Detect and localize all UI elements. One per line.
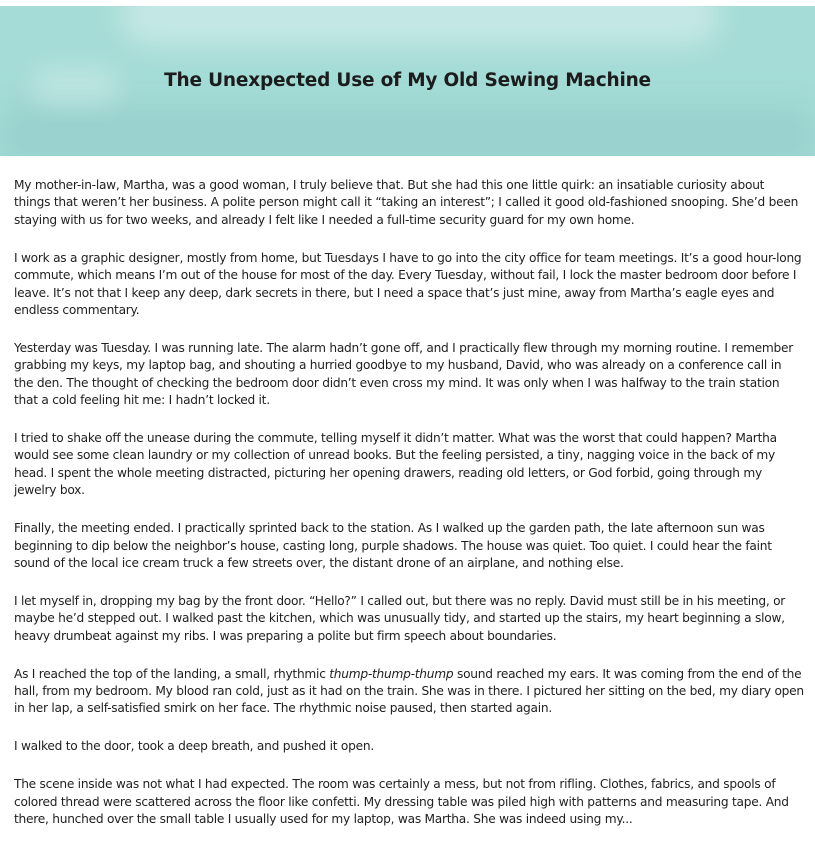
paragraph-9: The scene inside was not what I had expected. The room was certainly a mess, but not from rifling. Clothes, fabrics, and spools of colored thread were scattered across the floor like confetti. My dressing table was piled high with patterns and measuring tape. And there, hunched over the small table I usually used for my laptop, was Martha. She was indeed using my... — [14, 777, 789, 826]
paragraph-7-end: sound reached my ears. It was coming from the end of the hall, from my bedroom. My blood ran cold, just as it had on the train. She was in there. I pictured her sitting on the bed, my diary open in her lap, a self-satisfied smirk on her face. The rhythmic noise paused, then started again. — [14, 666, 804, 716]
paragraph-7-start: As I reached the top of the landing, a small, rhythmic — [14, 666, 330, 681]
paragraph-8: I walked to the door, took a deep breath, and pushed it open. — [14, 739, 374, 754]
paragraph-4: I tried to shake off the unease during the commute, telling myself it didn’t matter. What was the worst that could happen? Martha would see some clean laundry or my collection of unread books. But the feeling persisted, a tiny, nagging voice in the back of my head. I spent the whole meeting distracted, picturing her opening drawers, reading old letters, or God forbid, going through my jewelry box. — [14, 430, 777, 498]
header-blur-shadow — [0, 106, 815, 156]
paragraph-2: I work as a graphic designer, mostly from home, but Tuesdays I have to go into the city office for team meetings. It’s a good hour-long commute, which means I’m out of the house for most of the day. Every Tuesday, without fail, I lock the master bedroom door before I leave. It’s not that I keep any deep, dark secrets in there, but I need a space that’s just mine, away from Martha’s eagle eyes and endless commentary. — [14, 250, 802, 317]
story-body — [14, 177, 804, 849]
paragraph-7 — [14, 666, 804, 718]
paragraph-3: Yesterday was Tuesday. I was running late. The alarm hadn’t gone off, and I practically flew through my morning routine. I remember grabbing my keys, my laptop bag, and shouting a hurried goodbye to my husband, David, who was already on a conference call in the den. The thought of checking the bedroom door didn’t even cross my mind. It was only when I was halfway to the train station that a cold feeling hit me: I hadn’t locked it. — [14, 340, 794, 408]
paragraph-6: I let myself in, dropping my bag by the front door. “Hello?” I called out, but there was no reply. David must still be in his meeting, or maybe he’d stepped out. I walked past the kitchen, which was unusually tidy, and started up the stairs, my heart beginning a slow, heavy drumbeat against my ribs. I was preparing a polite but firm speech about boundaries. — [14, 593, 786, 643]
header-blur-highlight — [120, 6, 720, 46]
paragraph-5: Finally, the meeting ended. I practically sprinted back to the station. As I walked up the garden path, the late afternoon sun was beginning to dip below the neighbor’s house, casting long, purple shadows. The house was quiet. Too quiet. I could hear the faint sound of the local ice cream truck a few streets over, the distant drone of an airplane, and nothing else. — [14, 521, 772, 570]
page-title: The Unexpected Use of My Old Sewing Machine — [164, 70, 651, 91]
paragraph-1: My mother-in-law, Martha, was a good woman, I truly believe that. But she had this one little quirk: an insatiable curiosity about things that weren’t her business. A polite person might call it “taking an interest”; I called it good old-fashioned snooping. She’d been staying with us for two weeks, and already I felt like I needed a full-time security guard for my own home. — [14, 178, 799, 227]
paragraph-7-sound: thump-thump-thump — [329, 666, 454, 681]
